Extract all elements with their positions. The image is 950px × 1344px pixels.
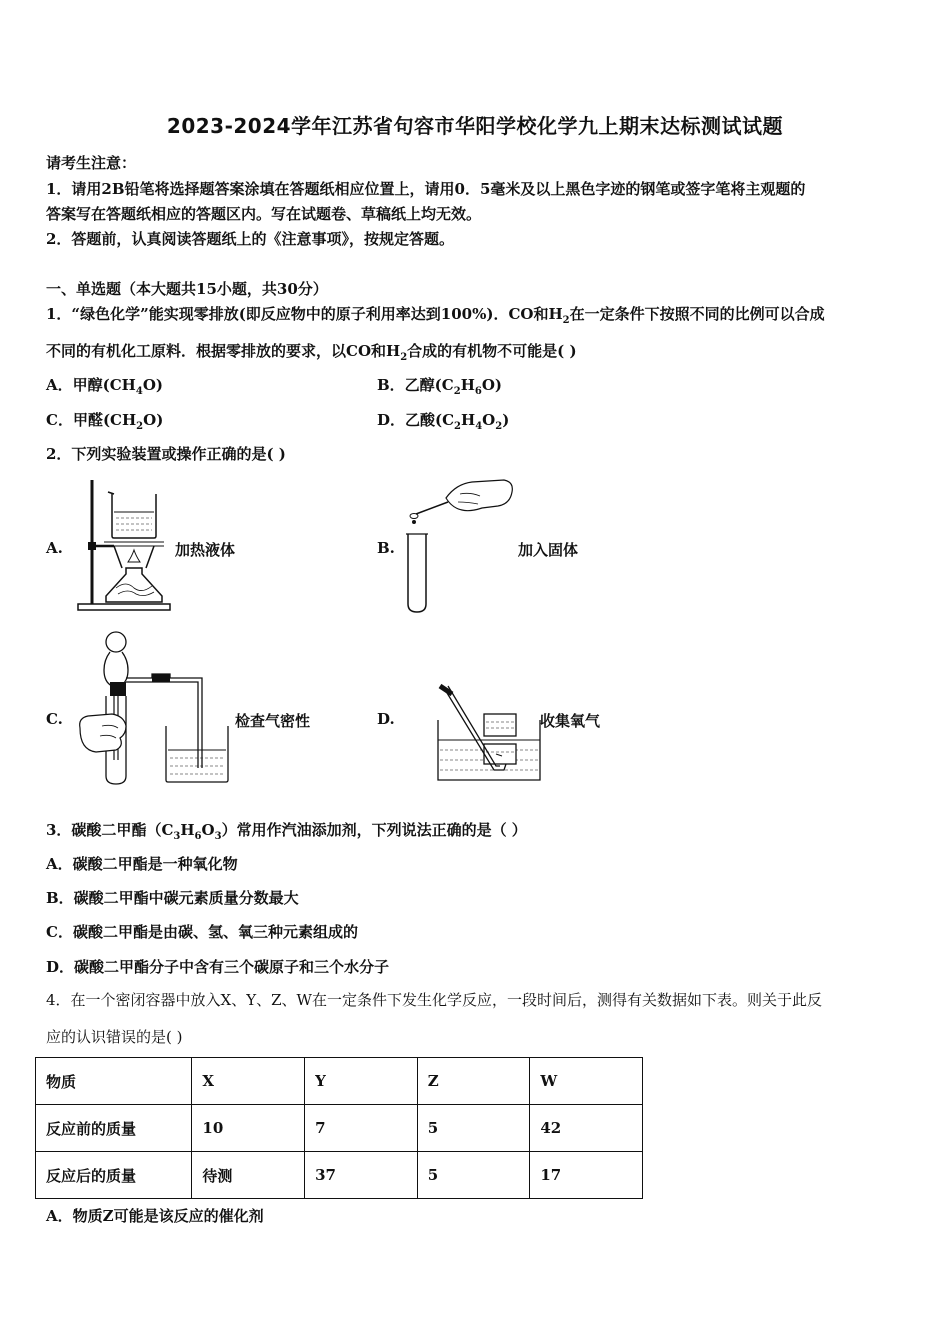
q2-option-c-letter: C. xyxy=(46,710,63,728)
q1-stem-line2: 不同的有机化工原料．根据零排放的要求，以CO和$H_2$合成的有机物不可能是( ) xyxy=(46,342,577,363)
heating-liquid-figure xyxy=(74,476,174,612)
table-row xyxy=(36,1105,643,1152)
q2-option-b-label: 加入固体 xyxy=(518,541,579,559)
q2-option-a-label: 加热液体 xyxy=(175,541,236,559)
q3-option-c: C．碳酸二甲酯是由碳、氢、氧三种元素组成的 xyxy=(46,923,358,941)
table-cell: Z xyxy=(417,1058,530,1105)
notice-item-1-cont: 答案写在答题纸相应的答题区内。写在试题卷、草稿纸上均无效。 xyxy=(46,205,482,223)
table-cell: 反应前的质量 xyxy=(36,1105,192,1152)
q3-option-a: A．碳酸二甲酯是一种氧化物 xyxy=(46,855,238,873)
table-cell: X xyxy=(192,1058,305,1105)
q2-option-b-letter: B. xyxy=(377,539,395,557)
table-cell: 17 xyxy=(530,1152,643,1199)
notice-item-1: 1．请用2B铅笔将选择题答案涂填在答题纸相应位置上，请用0．5毫米及以上黑色字迹的钢笔或签字笔将主观题的 xyxy=(46,180,806,198)
q4-stem-line2: 应的认识错误的是( ) xyxy=(46,1028,183,1046)
table-cell: 反应后的质量 xyxy=(36,1152,192,1199)
table-cell: 10 xyxy=(192,1105,305,1152)
q4-data-table xyxy=(35,1057,643,1199)
q2-option-a-letter: A. xyxy=(46,539,63,557)
q2-stem: 2．下列实验装置或操作正确的是( ) xyxy=(46,445,286,463)
table-cell: 待测 xyxy=(192,1152,305,1199)
q3-stem: 3．碳酸二甲酯$(C_3H_6O_3)$常用作汽油添加剂，下列说法正确的是（ ） xyxy=(46,821,527,842)
q2-option-d-letter: D. xyxy=(377,710,395,728)
notice-heading: 请考生注意： xyxy=(46,154,137,172)
q3-option-d: D．碳酸二甲酯分子中含有三个碳原子和三个水分子 xyxy=(46,958,390,976)
q1-option-c: C．甲醛$(CH_2O)$ xyxy=(46,411,164,432)
table-cell: 42 xyxy=(530,1105,643,1152)
q2-option-c-label: 检查气密性 xyxy=(235,712,311,730)
adding-solid-figure xyxy=(400,474,518,614)
page-title: 2023-2024学年江苏省句容市华阳学校化学九上期末达标测试试题 xyxy=(166,114,784,138)
table-row xyxy=(36,1152,643,1199)
q1-option-a: A．甲醇$(CH_4O)$ xyxy=(46,376,163,397)
q1-stem-line1: 1．“绿色化学”能实现零排放(即反应物中的原子利用率达到100%)．CO和$H_2$在一定条件下按照不同的比例可以合成 xyxy=(46,305,825,326)
table-row xyxy=(36,1058,643,1105)
oxygen-collection-figure xyxy=(436,680,544,786)
section-heading: 一、单选题（本大题共15小题，共30分） xyxy=(46,280,328,298)
q1-option-b: B．乙醇$(C_2H_6O)$ xyxy=(377,376,503,397)
notice-item-2: 2．答题前，认真阅读答题纸上的《注意事项》，按规定答题。 xyxy=(46,230,454,248)
q4-stem-line1: 4．在一个密闭容器中放入X、Y、Z、W在一定条件下发生化学反应，一段时间后，测得有关数据如下表。则关于此反 xyxy=(46,991,822,1009)
q2-option-d-label: 收集氧气 xyxy=(540,712,601,730)
table-cell: W xyxy=(530,1058,643,1105)
table-cell: 5 xyxy=(417,1105,530,1152)
table-cell: 7 xyxy=(305,1105,418,1152)
q3-option-b: B．碳酸二甲酯中碳元素质量分数最大 xyxy=(46,889,299,907)
table-cell: 5 xyxy=(417,1152,530,1199)
table-cell: Y xyxy=(305,1058,418,1105)
table-cell: 物质 xyxy=(36,1058,192,1105)
q1-option-d: D．乙酸$(C_2H_4O_2)$ xyxy=(377,411,510,432)
airtightness-check-figure xyxy=(74,630,234,786)
q4-option-a: A．物质Z可能是该反应的催化剂 xyxy=(46,1207,264,1225)
table-cell: 37 xyxy=(305,1152,418,1199)
